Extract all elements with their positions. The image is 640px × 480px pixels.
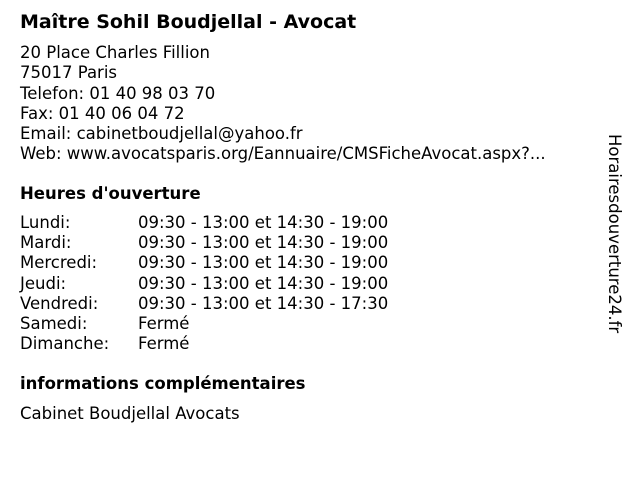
opening-hours-table bbox=[20, 213, 388, 354]
hours-row-sunday bbox=[20, 334, 388, 354]
day-label: Samedi: bbox=[20, 314, 88, 334]
hours-row-tuesday bbox=[20, 233, 388, 253]
opening-hours-heading: Heures d'ouverture bbox=[20, 184, 201, 203]
day-hours: 09:30 - 13:00 et 14:30 - 19:00 bbox=[138, 233, 389, 253]
hours-row-saturday bbox=[20, 314, 388, 334]
day-hours: 09:30 - 13:00 et 14:30 - 19:00 bbox=[138, 253, 389, 273]
additional-info-text: Cabinet Boudjellal Avocats bbox=[20, 404, 240, 423]
day-label: Jeudi: bbox=[20, 273, 67, 293]
day-hours: 09:30 - 13:00 et 14:30 - 19:00 bbox=[138, 213, 389, 232]
page-title: Maître Sohil Boudjellal - Avocat bbox=[20, 11, 357, 33]
hours-row-friday bbox=[20, 294, 388, 314]
site-watermark: Horairesdouverture24.fr bbox=[605, 134, 624, 334]
day-hours: Fermé bbox=[138, 314, 190, 334]
hours-row-wednesday bbox=[20, 253, 388, 273]
day-hours: 09:30 - 13:00 et 14:30 - 17:30 bbox=[138, 293, 389, 313]
day-label: Dimanche: bbox=[20, 334, 110, 354]
additional-info-heading: informations complémentaires bbox=[20, 374, 306, 393]
address-city: 75017 Paris bbox=[20, 63, 118, 83]
day-label: Lundi: bbox=[20, 213, 71, 232]
day-label: Vendredi: bbox=[20, 293, 99, 313]
day-hours: Fermé bbox=[138, 334, 190, 354]
fax-number: Fax: 01 40 06 04 72 bbox=[20, 103, 185, 123]
address-street: 20 Place Charles Fillion bbox=[20, 43, 210, 62]
day-label: Mardi: bbox=[20, 233, 72, 253]
website-url: Web: www.avocatsparis.org/Eannuaire/CMSFicheAvocat.aspx?... bbox=[20, 144, 546, 164]
email-address: Email: cabinetboudjellal@yahoo.fr bbox=[20, 124, 303, 144]
day-label: Mercredi: bbox=[20, 253, 98, 273]
day-hours: 09:30 - 13:00 et 14:30 - 19:00 bbox=[138, 273, 389, 293]
phone-number: Telefon: 01 40 98 03 70 bbox=[20, 83, 216, 103]
hours-row-thursday bbox=[20, 274, 388, 294]
contact-info bbox=[20, 43, 546, 165]
hours-row-monday bbox=[20, 213, 388, 233]
